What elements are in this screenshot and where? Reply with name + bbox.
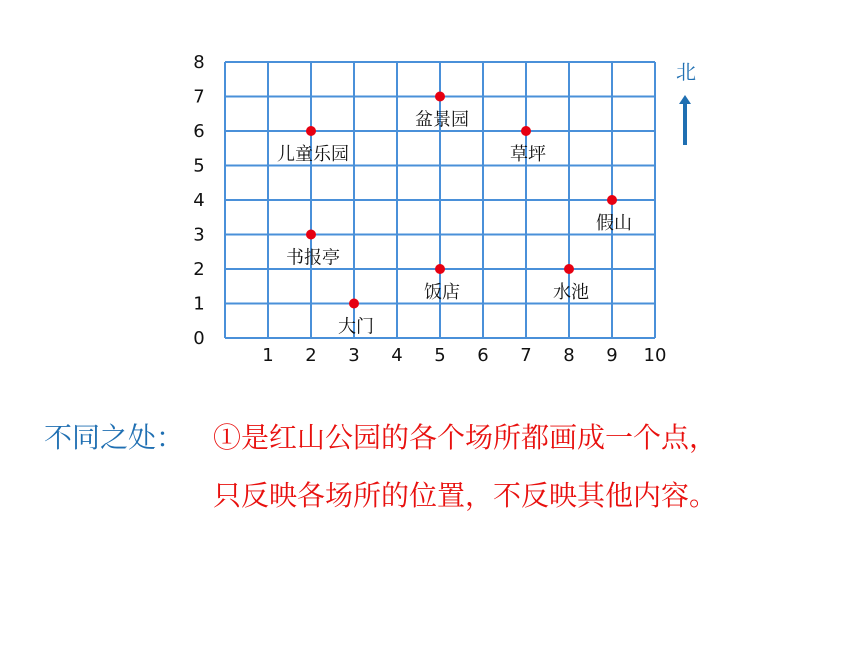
notes-line-2: 只反映各场所的位置，不反映其他内容。: [213, 479, 718, 512]
x-tick-label: 10: [643, 345, 667, 366]
y-tick-label: 5: [193, 155, 205, 177]
notes-line-1: ①是红山公园的各个场所都画成一个点，: [213, 421, 718, 454]
north-label: 北: [676, 60, 696, 84]
x-tick-label: 9: [606, 345, 618, 366]
x-tick-label: 8: [563, 345, 575, 366]
y-tick-label: 3: [193, 224, 205, 246]
x-tick-label: 2: [305, 345, 317, 366]
y-tick-label: 4: [193, 190, 205, 211]
x-tick-label: 7: [520, 345, 532, 366]
location-label: 儿童乐园: [277, 144, 349, 165]
y-tick-label: 2: [193, 259, 205, 280]
x-tick-label: 4: [391, 345, 403, 366]
y-tick-label: 1: [193, 293, 205, 315]
y-tick-label: 6: [193, 121, 205, 142]
location-label: 水池: [553, 282, 589, 303]
y-tick-label: 7: [193, 86, 205, 108]
location-label: 饭店: [424, 282, 460, 303]
location-label: 大门: [338, 316, 374, 338]
x-tick-label: 1: [262, 345, 274, 366]
location-label: 书报亭: [286, 247, 340, 269]
x-tick-label: 3: [348, 345, 360, 366]
y-tick-label: 0: [193, 328, 205, 349]
y-tick-label: 8: [193, 52, 205, 73]
location-label: 盆景园: [415, 109, 469, 131]
location-label: 假山: [596, 213, 632, 234]
location-label: 草坪: [510, 144, 546, 165]
x-tick-label: 5: [434, 345, 446, 366]
x-tick-label: 6: [477, 345, 489, 366]
notes-title: 不同之处：: [44, 421, 185, 454]
